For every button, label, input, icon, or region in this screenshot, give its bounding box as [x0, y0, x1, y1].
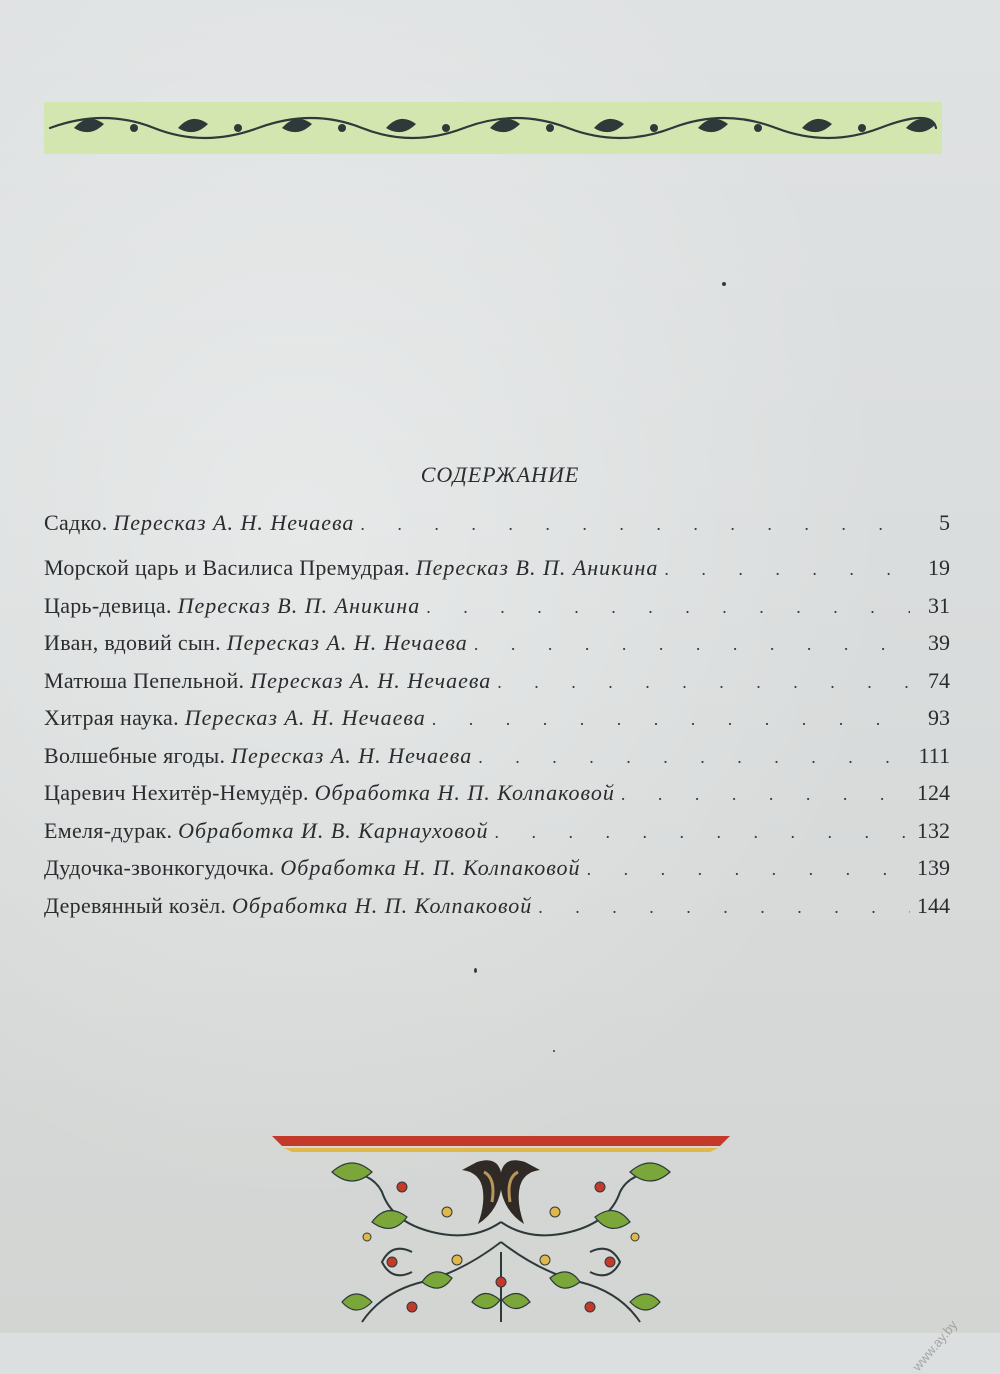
page-number: 19: [928, 555, 950, 580]
toc-entry-text: [44, 818, 488, 844]
ram-horns-ornament-icon: [272, 1132, 730, 1327]
story-title: Волшебные ягоды.: [44, 742, 226, 768]
toc-entry: [44, 510, 950, 555]
story-title: Садко.: [44, 510, 108, 535]
page-number: 144: [917, 892, 950, 918]
page-number: 132: [917, 817, 950, 843]
toc-entry: [44, 555, 950, 593]
vine-bud-icon: [338, 124, 346, 132]
story-title: Царь-девица.: [44, 592, 172, 618]
dot-leader: [478, 747, 910, 768]
toc-entry-text: [44, 855, 581, 881]
dot-leader: [426, 597, 910, 618]
watermark: www.ay.by: [909, 1317, 960, 1374]
toc-entry-text: [44, 780, 615, 806]
page-number: 139: [917, 855, 950, 880]
toc-entry-text: [44, 510, 354, 536]
toc-entry-text: [44, 668, 491, 694]
story-author: Пересказ В. П. Аникина: [415, 555, 659, 580]
toc-entry-text: [44, 705, 426, 731]
vine-bud-icon: [546, 124, 554, 132]
bottom-ornament-headpiece: [272, 1132, 730, 1327]
toc-entry: [44, 780, 950, 818]
page-number: 74: [928, 667, 950, 693]
toc-entry: [44, 743, 950, 781]
dot-leader: [538, 897, 910, 918]
dot-leader: [432, 709, 910, 730]
story-author: Обработка Н. П. Колпаковой: [232, 892, 533, 918]
story-title: Морской царь и Василиса Премудрая.: [44, 555, 410, 580]
dot-leader: [474, 634, 910, 655]
vine-bud-icon: [442, 124, 450, 132]
vine-bud-icon: [130, 124, 138, 132]
page-number: 93: [928, 705, 950, 730]
toc-entry-text: [44, 743, 472, 769]
toc-entry: [44, 818, 950, 856]
vine-bud-icon: [754, 124, 762, 132]
story-title: Иван, вдовий сын.: [44, 630, 221, 655]
story-title: Дудочка-звонкогудочка.: [44, 855, 275, 880]
vine-bud-icon: [858, 124, 866, 132]
dot-leader: [497, 672, 910, 693]
dot-leader: [664, 559, 910, 580]
dot-leader: [360, 514, 910, 535]
page-number: 39: [928, 630, 950, 655]
toc-entry: [44, 705, 950, 743]
top-ornament-border: [44, 102, 942, 154]
story-author: Обработка Н. П. Колпаковой: [314, 780, 615, 805]
toc-entry: [44, 668, 950, 706]
dot-leader: [587, 859, 910, 880]
story-title: Деревянный козёл.: [44, 892, 227, 918]
dot-leader: [494, 822, 910, 843]
story-title: Матюша Пепельной.: [44, 667, 245, 693]
story-title: Емеля-дурак.: [44, 817, 173, 843]
story-author: Пересказ В. П. Аникина: [177, 592, 421, 618]
vine-border-icon: [44, 102, 942, 154]
story-author: Пересказ А. Н. Нечаева: [250, 667, 492, 693]
table-of-contents: [44, 510, 950, 930]
story-author: Пересказ А. Н. Нечаева: [113, 510, 355, 535]
toc-entry: [44, 593, 950, 631]
paper-speck: [474, 968, 477, 973]
vine-bud-icon: [234, 124, 242, 132]
toc-entry: [44, 855, 950, 893]
toc-entry-text: [44, 593, 420, 619]
story-author: Обработка Н. П. Колпаковой: [280, 855, 581, 880]
toc-entry-text: [44, 893, 532, 919]
toc-entry-text: [44, 630, 468, 656]
dot-leader: [621, 784, 910, 805]
toc-entry-text: [44, 555, 658, 581]
story-author: Пересказ А. Н. Нечаева: [231, 742, 473, 768]
story-title: Царевич Нехитёр-Немудёр.: [44, 780, 309, 805]
story-title: Хитрая наука.: [44, 705, 179, 730]
toc-entry: [44, 630, 950, 668]
toc-entry: [44, 893, 950, 931]
paper-speck: [722, 282, 726, 286]
toc-heading: СОДЕРЖАНИЕ: [420, 462, 580, 487]
vine-bud-icon: [650, 124, 658, 132]
story-author: Пересказ А. Н. Нечаева: [184, 705, 426, 730]
story-author: Обработка И. В. Карнауховой: [178, 817, 489, 843]
paper-speck: [553, 1050, 555, 1052]
story-author: Пересказ А. Н. Нечаева: [226, 630, 468, 655]
page-number: 31: [928, 592, 950, 618]
page-number: 124: [917, 780, 950, 805]
page-number: 111: [918, 742, 950, 768]
page-number: 5: [939, 510, 950, 535]
